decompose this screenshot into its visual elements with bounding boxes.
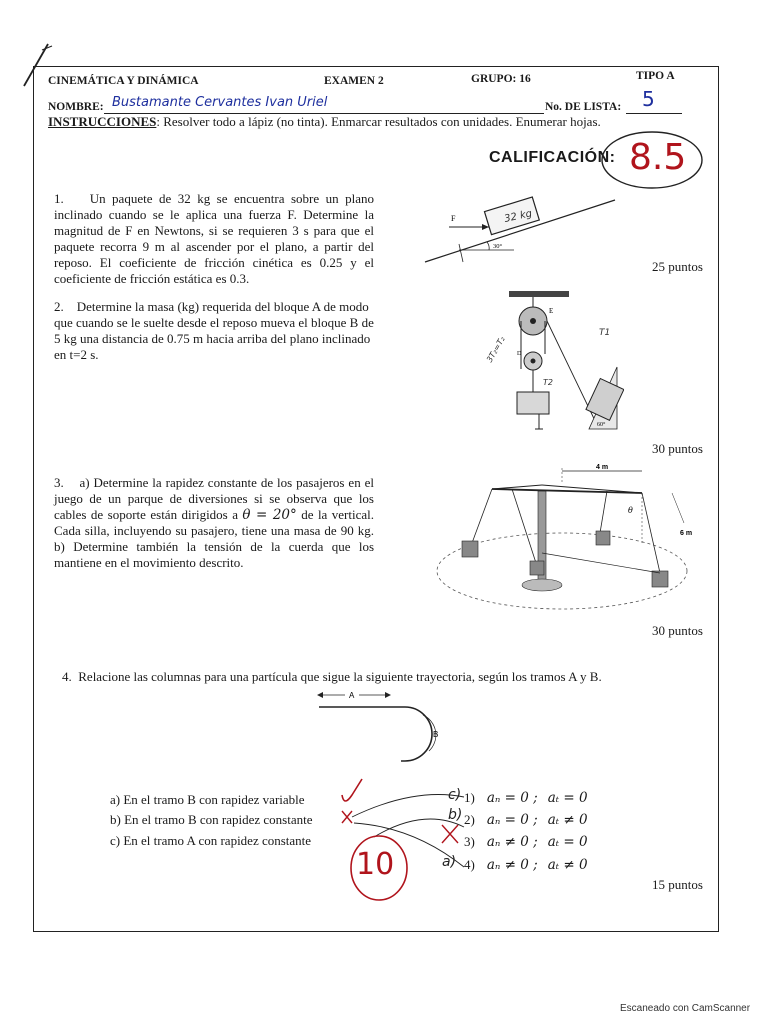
match-an-2: aₙ = 0 ;	[486, 812, 538, 828]
match-an-3: aₙ ≠ 0 ;	[486, 834, 538, 850]
instructions	[48, 114, 601, 130]
list-number-value: 5	[642, 87, 655, 111]
match-at-2: aₜ ≠ 0	[547, 812, 588, 828]
question-3-theta: θ = 20°	[242, 507, 297, 523]
question-1	[54, 191, 374, 287]
match-mark-4: a)	[442, 854, 457, 870]
score-mark: 10	[356, 847, 395, 882]
question-4-points: 15 puntos	[652, 877, 703, 892]
instructions-label: INSTRUCCIONES	[48, 114, 157, 129]
force-label: F	[451, 214, 456, 223]
grade-label: CALIFICACIÓN:	[489, 149, 616, 166]
question-3-text-b: de la vertical. Cada silla, incluyendo su pasajero, tiene una masa de 90 kg. b) Determine también la tensión de la cuerda que los mantiene en el movimiento descrito.	[54, 507, 375, 570]
angle-label-60: 60°	[597, 422, 606, 428]
match-left-c: c) En el tramo A con rapidez constante	[110, 833, 312, 848]
question-3	[54, 475, 374, 571]
exam-sheet	[33, 66, 719, 932]
match-at-1: aₜ = 0	[547, 790, 588, 806]
figure-amusement-ride	[432, 463, 702, 623]
note-eq: 3T₂=T₂	[484, 335, 507, 364]
instructions-text: : Resolver todo a lápiz (no tinta). Enmarcar resultados con unidades. Enumerar hojas.	[156, 114, 601, 129]
label-a: A	[349, 691, 355, 700]
question-1-points: 25 puntos	[652, 259, 703, 274]
question-4-text: Relacione las columnas para una partícula que sigue la siguiente trayectoria, según los tramos A y B.	[78, 669, 602, 684]
match-at-4: aₜ ≠ 0	[547, 857, 588, 873]
student-name: Bustamante Cervantes Ivan Uriel	[112, 95, 328, 110]
scanner-footer: Escaneado con CamScanner	[620, 1003, 751, 1014]
match-an-1: aₙ = 0 ;	[486, 790, 538, 806]
question-2	[54, 299, 374, 363]
question-2-text: Determine la masa (kg) requerida del bloque A de modo que cuando se le suelte desde el reposo mueva el bloque B de 5 kg una distancia de 0.75 m hacia arriba del plano inclinado en t=2 s.	[54, 299, 374, 362]
match-num-3: 3)	[464, 834, 475, 849]
angle-label-30: 30°	[493, 243, 503, 250]
list-number-line	[626, 113, 682, 114]
question-3-text-a: a) Determine la rapidez constante de los pasajeros en el juego de un parque de diversiones si se observa que los cables de soporte están dirigidos a	[54, 475, 375, 522]
height-label: 6 m	[680, 530, 693, 537]
match-mark-1: c)	[448, 787, 462, 803]
question-1-number: 1.	[54, 191, 64, 206]
grade-value: 8.5	[629, 137, 687, 178]
note-t1: T1	[599, 328, 611, 338]
label-e: E	[549, 307, 554, 315]
question-3-points: 30 puntos	[652, 623, 703, 638]
name-label: NOMBRE:	[48, 101, 104, 113]
question-3-number: 3.	[54, 475, 64, 490]
label-b: B	[433, 730, 439, 739]
group-label: GRUPO: 16	[471, 73, 531, 85]
question-4	[62, 669, 702, 685]
match-mark-2: b)	[448, 807, 463, 823]
match-at-3: aₜ = 0	[547, 834, 588, 850]
match-left-a: a) En el tramo B con rapidez variable	[110, 792, 305, 807]
label-d: D	[517, 351, 522, 357]
figure-incline-package	[419, 192, 619, 272]
match-left-b: b) En el tramo B con rapidez constante	[110, 812, 313, 827]
figure-pulley-system	[479, 289, 624, 439]
width-label: 4 m	[596, 464, 609, 471]
question-1-text: Un paquete de 32 kg se encuentra sobre un plano inclinado cuando se le aplica una fuerza F. Determine la magnitud de F en Newtons, si se requieren 3 s para que el paquete recorra 9 m al ascender por el plano, a partir del reposo. El coeficiente de fricción cinética es 0.25 y el coeficiente de fricción estática es 0.3.	[54, 191, 374, 286]
theta-label: θ	[628, 506, 633, 515]
question-4-number: 4.	[62, 669, 72, 684]
package-note: 32 kg	[503, 208, 534, 225]
list-number-label: No. DE LISTA:	[545, 101, 622, 113]
note-t2: T2	[543, 378, 553, 387]
exam-type: TIPO A	[636, 70, 675, 82]
match-an-4: aₙ ≠ 0 ;	[486, 857, 538, 873]
match-num-4: 4)	[464, 857, 475, 872]
match-num-2: 2)	[464, 812, 475, 827]
match-num-1: 1)	[464, 790, 475, 805]
course-title: CINEMÁTICA Y DINÁMICA	[48, 75, 199, 87]
question-2-points: 30 puntos	[652, 441, 703, 456]
question-2-number: 2.	[54, 299, 64, 314]
exam-title: EXAMEN 2	[324, 75, 384, 87]
figure-trajectory	[309, 689, 449, 769]
